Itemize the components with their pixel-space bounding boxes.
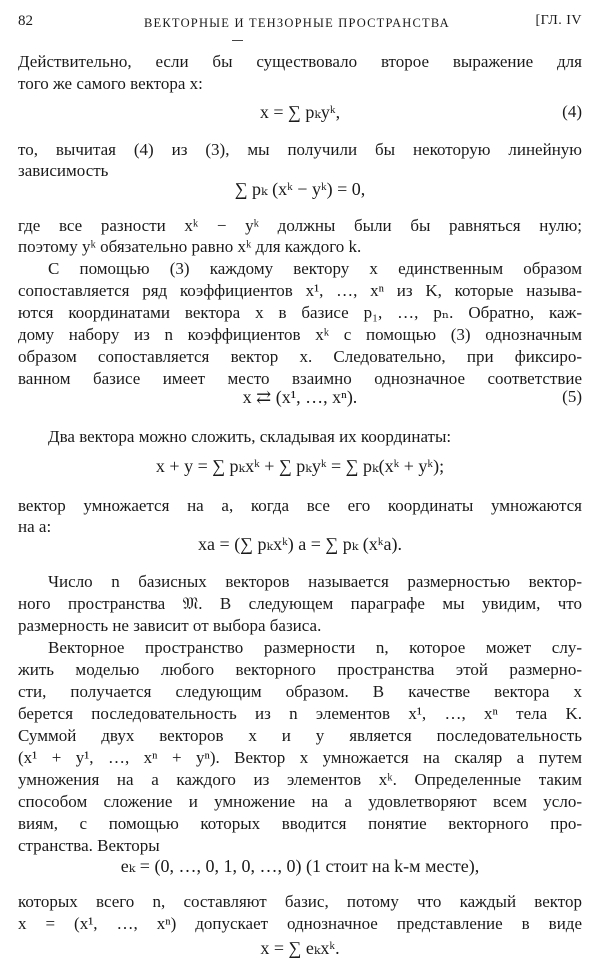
text-line: вектор умножается на a, когда все его координаты умножаются [18, 496, 582, 515]
text-line: сти, получается следующим образом. В качестве вектора x [18, 682, 582, 701]
text-line: С помощью (3) каждому вектору x единственным образом [48, 259, 582, 278]
text-line: умножения на a каждого из элементов xᵏ. Определенные таким [18, 770, 582, 789]
text-line: размерность не зависит от выбора базиса. [18, 616, 322, 635]
text-line: способом сложение и умножение на a удовлетворяют всем усло- [18, 792, 582, 811]
text-line: Векторное пространство размерности n, которое может слу- [48, 638, 582, 657]
equation-number-4: (4) [562, 102, 582, 121]
text-line: берется последовательность из n элементов x¹, …, xⁿ тела K. [18, 704, 582, 723]
equation-4: x = ∑ pₖyᵏ, [259, 102, 341, 122]
equation-dependence: ∑ pₖ (xᵏ − yᵏ) = 0, [234, 179, 366, 199]
text-line: того же самого вектора x: [18, 74, 203, 93]
chapter-label: [ГЛ. IV [535, 13, 582, 28]
header-tick [232, 40, 243, 41]
text-line: жить моделью любого векторного пространства этой размерно- [18, 660, 582, 679]
running-title: ВЕКТОРНЫЕ И ТЕНЗОРНЫЕ ПРОСТРАНСТВА [144, 16, 450, 30]
text-line: зависимость [18, 161, 109, 180]
equation-basis-vectors: eₖ = (0, …, 0, 1, 0, …, 0) (1 стоит на k-м месте), [120, 856, 480, 876]
equation-scalar: xa = (∑ pₖxᵏ) a = ∑ pₖ (xᵏa). [198, 534, 402, 554]
text-line: Два вектора можно сложить, складывая их координаты: [48, 427, 452, 446]
text-line: Число n базисных векторов называется размерностью вектор- [48, 572, 582, 591]
text-line: Суммой двух векторов x и y является последовательность [18, 726, 582, 745]
text-line: ванном базисе имеет место взаимно однозначное соответствие [18, 369, 582, 388]
text-line: дому набору из n коэффициентов xᵏ с помощью (3) однозначным [18, 325, 582, 344]
text-line: которых всего n, составляют базис, потому что каждый вектор [18, 892, 582, 911]
text-line: поэтому yᵏ обязательно равно xᵏ для каждого k. [18, 237, 362, 256]
text-line: на a: [18, 517, 52, 536]
text-line: странства. Векторы [18, 836, 160, 855]
text-line: x = (x¹, …, xⁿ) допускает однозначное представление в виде [18, 914, 582, 933]
text-line: сопоставляется ряд коэффициентов x¹, …, xⁿ из K, которые называ- [18, 281, 582, 300]
text-line: ются координатами вектора x в базисе p₁, …, pₙ. Обратно, каж- [18, 303, 582, 322]
equation-representation: x = ∑ eₖxᵏ. [260, 938, 340, 958]
page-number: 82 [18, 13, 33, 29]
equation-number-5: (5) [562, 387, 582, 406]
text-line: образом сопоставляется вектор x. Следовательно, при фиксиро- [18, 347, 582, 366]
equation-5: x ⇄ (x¹, …, xⁿ). [242, 387, 358, 407]
text-line: (x¹ + y¹, …, xⁿ + yⁿ). Вектор x умножается на скаляр a путем [18, 748, 582, 767]
text-line: ного пространства 𝔐. В следующем параграфе мы увидим, что [18, 594, 582, 613]
text-line: то, вычитая (4) из (3), мы получили бы некоторую линейную [18, 140, 582, 159]
text-line: Действительно, если бы существовало второе выражение для [18, 52, 582, 71]
equation-sum: x + y = ∑ pₖxᵏ + ∑ pₖyᵏ = ∑ pₖ(xᵏ + yᵏ); [155, 456, 445, 476]
text-line: где все разности xᵏ − yᵏ должны были бы равняться нулю; [18, 216, 582, 235]
text-line: виям, с помощью которых вводится понятие векторного про- [18, 814, 582, 833]
